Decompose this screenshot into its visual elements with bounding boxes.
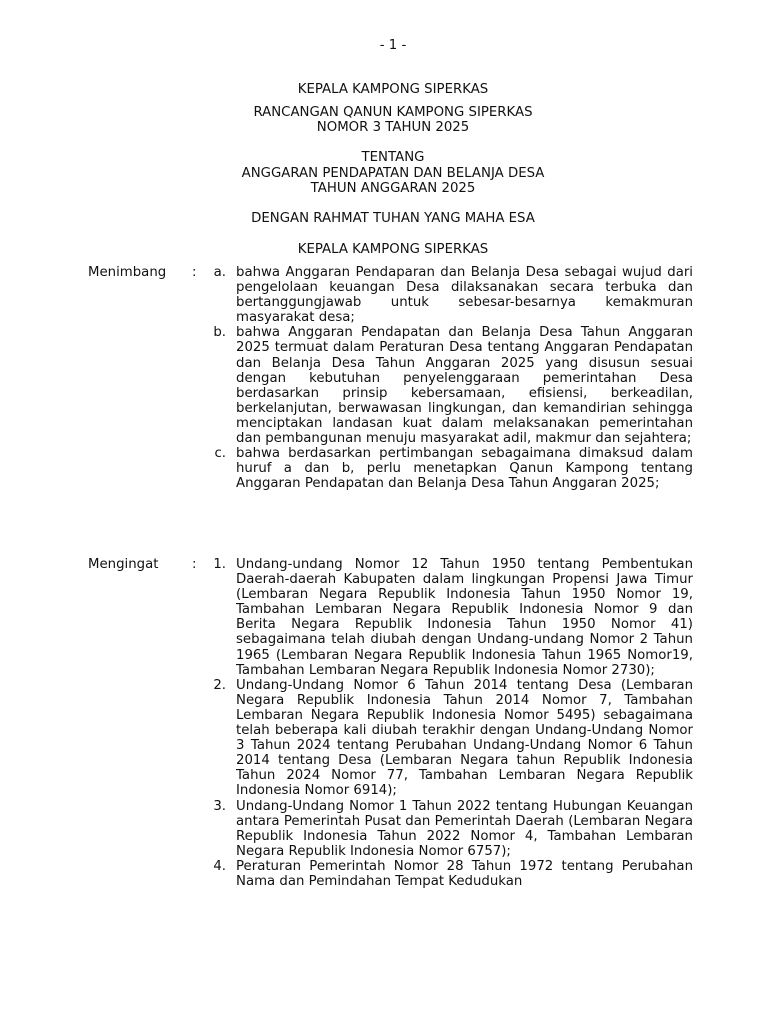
section-label-mengingat: Mengingat (88, 557, 159, 572)
heading-number: NOMOR 3 TAHUN 2025 (316, 120, 470, 135)
heading-invocation: DENGAN RAHMAT TUHAN YANG MAHA ESA (251, 211, 535, 226)
item-text: Undang-Undang Nomor 1 Tahun 2022 tentang Hubungan Keuangan antara Pemerintah Pusat dan Pemerintah Daerah (Lembaran Negara Republik Indonesia Tahun 2022 Nomor 4, Tambahan Lembaran Negara Republik Indonesia Nomor 6757); (236, 798, 693, 859)
item-marker: c. (214, 446, 226, 462)
heading-subject: ANGGARAN PENDAPATAN DAN BELANJA DESA (241, 166, 545, 181)
section-colon: : (192, 265, 197, 280)
mengingat-section (0, 557, 768, 889)
consideration-item-a (0, 265, 768, 325)
item-text: Undang-undang Nomor 12 Tahun 1950 tentang Pembentukan Daerah-daerah Kabupaten dalam lingkungan Propensi Jawa Timur (Lembaran Negara Republik Indonesia Tahun 1950 Nomor 19, Tambahan Lembaran Negara Republik Indonesia Nomor 9 dan Berita Negara Republik Indonesia Tahun 1950 Nomor 41) sebagaimana telah diubah dengan Undang-undang Nomor 2 Tahun 1965 (Lembaran Negara Republik Indonesia Tahun 1965 Nomor19, Tambahan Lembaran Negara Republik Indonesia Nomor 2730); (236, 557, 693, 678)
item-text: bahwa Anggaran Pendaparan dan Belanja Desa sebagai wujud dari pengelolaan keuangan Desa dilaksanakan secara terbuka dan bertanggungjawab untuk sebesar-besarnya kemakmuran masyarakat desa; (236, 265, 693, 326)
item-text: bahwa Anggaran Pendapatan dan Belanja Desa Tahun Anggaran 2025 termuat dalam Peraturan Desa tentang Anggaran Pendapatan dan Belanja Desa Tahun Anggaran 2025 yang disusun sesuai dengan kebutuhan penyelenggaraan pemerintahan Desa berdasarkan prinsip kebersamaan, efisiensi, berkeadilan, berkelanjutan, berwawasan lingkungan, dan kemandirian sehingga menciptakan landasan kuat dalam melaksanakan pemerintahan dan pembangunan menuju masyarakat adil, makmur dan sejahtera; (236, 325, 693, 447)
consideration-item-b (0, 325, 768, 446)
item-marker: 1. (213, 557, 226, 572)
legal-basis-item-1 (0, 557, 768, 678)
heading-fiscal-year: TAHUN ANGGARAN 2025 (310, 181, 476, 196)
page-number: - 1 - (379, 38, 407, 53)
heading-tentang: TENTANG (361, 150, 425, 165)
item-marker: b. (213, 325, 226, 341)
legal-basis-item-2 (0, 678, 768, 799)
legal-basis-item-3 (0, 799, 768, 859)
section-colon: : (192, 557, 197, 572)
menimbang-section (0, 265, 768, 491)
item-text: Peraturan Pemerintah Nomor 28 Tahun 1972 tentang Perubahan Nama dan Pemindahan Tempat Kedudukan (236, 858, 693, 889)
item-marker: 3. (213, 798, 226, 814)
heading-authority: KEPALA KAMPONG SIPERKAS (297, 82, 489, 97)
item-text: Undang-Undang Nomor 6 Tahun 2014 tentang Desa (Lembaran Negara Republik Indonesia Tahun 2014 Nomor 7, Tambahan Lembaran Negara Republik Indonesia Nomor 5495) sebagaimana telah beberapa kali diubah terakhir dengan Undang-Undang Nomor 3 Tahun 2024 tentang Perubahan Undang-Undang Nomor 6 Tahun 2014 tentang Desa (Lembaran Negara tahun Republik Indonesia Tahun 2024 Nomor 77, Tambahan Lembaran Negara Republik Indonesia Nomor 6914); (236, 677, 693, 799)
heading-signatory: KEPALA KAMPONG SIPERKAS (297, 242, 489, 257)
legal-basis-item-4 (0, 859, 768, 889)
item-marker: 2. (213, 677, 226, 693)
item-text: bahwa berdasarkan pertimbangan sebagaimana dimaksud dalam huruf a dan b, perlu menetapkan Qanun Kampong tentang Anggaran Pendapatan dan Belanja Desa Tahun Anggaran 2025; (236, 446, 693, 492)
item-marker: a. (213, 265, 226, 280)
heading-draft-title: RANCANGAN QANUN KAMPONG SIPERKAS (253, 105, 533, 120)
consideration-item-c (0, 446, 768, 491)
item-marker: 4. (213, 858, 226, 874)
section-label-menimbang: Menimbang (88, 265, 167, 280)
